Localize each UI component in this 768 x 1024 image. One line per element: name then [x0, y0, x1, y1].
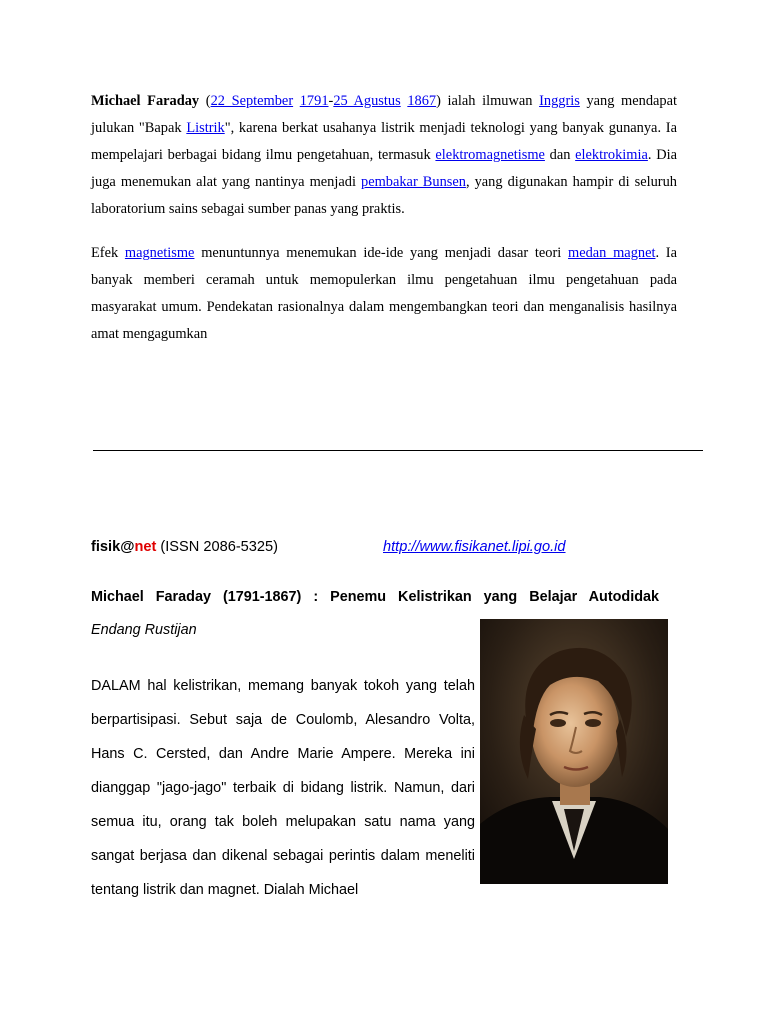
- intro-paragraph-1: Michael Faraday (22 September 1791-25 Agustus 1867) ialah ilmuwan Inggris yang mendapat julukan "Bapak Listrik", karena berkat usahanya listrik menjadi teknologi yang banyak gunanya. Ia mempelajari berbagai bidang ilmu pengetahuan, termasuk elektromagnetisme dan elektrokimia. Dia juga menemukan alat yang nantinya menjadi pembakar Bunsen, yang digunakan hampir di seluruh laboratorium sains sebagai sumber panas yang praktis.: [91, 93, 678, 217]
- link-death-year[interactable]: 1867: [407, 93, 437, 109]
- issn-label: (ISSN 2086-5325): [156, 539, 279, 555]
- section-divider: [93, 450, 703, 451]
- faraday-portrait-image: [480, 619, 668, 884]
- article-title: Michael Faraday (1791-1867) : Penemu Kelistrikan yang Belajar Autodidak: [91, 589, 659, 605]
- source-header: [91, 539, 691, 555]
- link-birth-year[interactable]: 1791: [299, 93, 329, 109]
- subject-name: Michael Faraday: [91, 93, 200, 109]
- link-pembakar-bunsen[interactable]: pembakar Bunsen: [361, 174, 466, 190]
- intro-paragraph-2: Efek magnetisme menuntunnya menemukan ide-ide yang menjadi dasar teori medan magnet. Ia banyak memberi ceramah untuk memopulerkan ilmu pengetahuan ilmu pengetahuan pada masyarakat umum. Pendekatan rasionalnya dalam mengembangkan teori dan menganalisis hasilnya amat mengagumkan: [91, 245, 677, 342]
- link-listrik[interactable]: Listrik: [186, 120, 225, 136]
- link-death-date[interactable]: 25 Agustus: [333, 93, 401, 109]
- article-body: DALAM hal kelistrikan, memang banyak tokoh yang telah berpartisipasi. Sebut saja de Coulomb, Alesandro Volta, Hans C. Cersted, dan Andre Marie Ampere. Mereka ini dianggap "jago-jago" terbaik di bidang listrik. Namun, dari semua itu, orang tak boleh melupakan satu nama yang sangat berjasa dan dikenal sebagai perintis dalam meneliti tentang listrik dan magnet. Dialah Michael: [91, 678, 475, 898]
- article-author: Endang Rustijan: [91, 622, 197, 638]
- source-url-link[interactable]: http://www.fisikanet.lipi.go.id: [383, 539, 566, 555]
- link-elektrokimia[interactable]: elektrokimia: [575, 147, 648, 163]
- link-medan-magnet[interactable]: medan magnet: [568, 245, 656, 261]
- link-birth-date[interactable]: 22 September: [210, 93, 294, 109]
- brand-logo: fisik@net: [91, 539, 157, 555]
- link-inggris[interactable]: Inggris: [539, 93, 580, 109]
- link-elektromagnetisme[interactable]: elektromagnetisme: [435, 147, 545, 163]
- link-magnetisme[interactable]: magnetisme: [124, 245, 195, 261]
